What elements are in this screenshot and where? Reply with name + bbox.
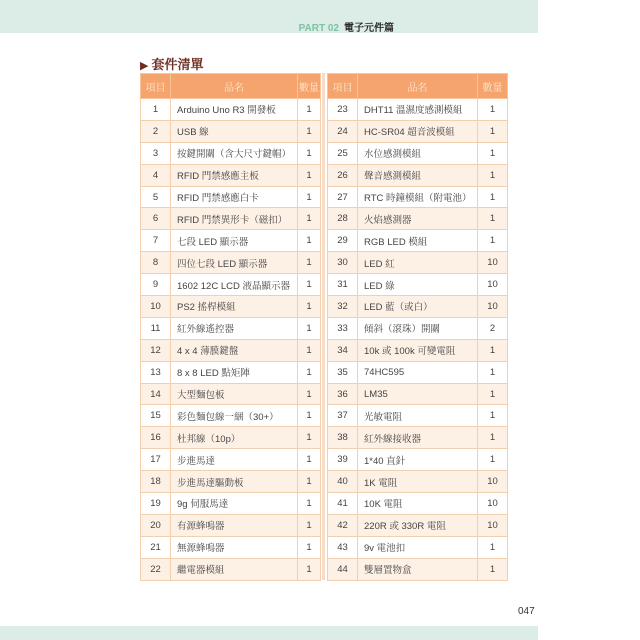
item-number: 4 [141, 164, 171, 186]
item-name: 傾斜（滾珠）開關 [358, 317, 478, 339]
table-row [141, 536, 321, 558]
item-name: 雙層置物盒 [358, 558, 478, 580]
item-number: 11 [141, 317, 171, 339]
item-quantity: 1 [478, 536, 508, 558]
item-name: 無源蜂鳴器 [171, 536, 298, 558]
table-row [141, 317, 321, 339]
item-quantity: 1 [478, 99, 508, 121]
table-row [141, 361, 321, 383]
col-header-qty: 數量 [298, 74, 321, 99]
col-header-name: 品名 [358, 74, 478, 99]
header-band [0, 0, 538, 33]
item-number: 26 [328, 164, 358, 186]
table-row [141, 164, 321, 186]
page-number: 047 [518, 606, 535, 617]
item-quantity: 10 [478, 493, 508, 515]
item-quantity: 1 [298, 230, 321, 252]
section-title-text: 套件清單 [151, 57, 204, 72]
item-quantity: 1 [478, 558, 508, 580]
item-quantity: 1 [478, 208, 508, 230]
parts-table-left [140, 73, 321, 581]
table-row [141, 296, 321, 318]
table-row [141, 427, 321, 449]
table-row [141, 471, 321, 493]
item-name: 10K 電阻 [358, 493, 478, 515]
item-number: 10 [141, 296, 171, 318]
table-row [328, 558, 508, 580]
item-name: 9v 電池扣 [358, 536, 478, 558]
footer-band [0, 626, 538, 640]
item-quantity: 10 [478, 471, 508, 493]
item-number: 24 [328, 120, 358, 142]
col-header-name: 品名 [171, 74, 298, 99]
item-name: 聲音感測模組 [358, 164, 478, 186]
item-number: 15 [141, 405, 171, 427]
item-number: 31 [328, 274, 358, 296]
part-number: PART 02 [298, 23, 339, 34]
item-quantity: 1 [298, 361, 321, 383]
table-row [328, 164, 508, 186]
item-number: 44 [328, 558, 358, 580]
item-number: 6 [141, 208, 171, 230]
table-row [141, 120, 321, 142]
item-quantity: 1 [298, 471, 321, 493]
section-title [140, 54, 203, 73]
item-quantity: 1 [298, 252, 321, 274]
item-quantity: 1 [298, 99, 321, 121]
item-name: 大型麵包板 [171, 383, 298, 405]
item-name: 220R 或 330R 電阻 [358, 514, 478, 536]
table-row [328, 317, 508, 339]
item-quantity: 1 [478, 361, 508, 383]
item-name: PS2 搖桿模組 [171, 296, 298, 318]
item-number: 28 [328, 208, 358, 230]
item-name: RFID 門禁感應白卡 [171, 186, 298, 208]
item-name: 74HC595 [358, 361, 478, 383]
table-row [328, 142, 508, 164]
table-row [328, 230, 508, 252]
item-name: RFID 門禁異形卡（磁扣） [171, 208, 298, 230]
col-header-item: 項目 [141, 74, 171, 99]
item-name: 有源蜂鳴器 [171, 514, 298, 536]
item-name: RFID 門禁感應主板 [171, 164, 298, 186]
table-row [328, 99, 508, 121]
item-number: 19 [141, 493, 171, 515]
table-row [328, 296, 508, 318]
item-number: 18 [141, 471, 171, 493]
table-row [328, 493, 508, 515]
item-number: 22 [141, 558, 171, 580]
table-row [141, 208, 321, 230]
item-number: 34 [328, 339, 358, 361]
item-name: 10k 或 100k 可變電阻 [358, 339, 478, 361]
item-name: DHT11 溫濕度感測模組 [358, 99, 478, 121]
item-quantity: 1 [298, 514, 321, 536]
table-row [141, 252, 321, 274]
table-row [328, 427, 508, 449]
item-quantity: 1 [298, 208, 321, 230]
item-name: 步進馬達驅動板 [171, 471, 298, 493]
table-row [141, 339, 321, 361]
item-number: 2 [141, 120, 171, 142]
table-row [328, 449, 508, 471]
item-number: 36 [328, 383, 358, 405]
item-quantity: 10 [478, 274, 508, 296]
table-row [141, 230, 321, 252]
table-row [328, 471, 508, 493]
item-name: 按鍵開關（含大尺寸鍵帽） [171, 142, 298, 164]
item-number: 20 [141, 514, 171, 536]
item-name: 4 x 4 薄膜鍵盤 [171, 339, 298, 361]
item-number: 14 [141, 383, 171, 405]
item-name: 1K 電阻 [358, 471, 478, 493]
table-row [141, 493, 321, 515]
item-quantity: 1 [298, 383, 321, 405]
item-quantity: 1 [298, 317, 321, 339]
table-row [141, 405, 321, 427]
item-quantity: 1 [478, 164, 508, 186]
item-quantity: 1 [478, 230, 508, 252]
item-name: USB 線 [171, 120, 298, 142]
chapter-label [299, 19, 394, 34]
parts-table-right [327, 73, 508, 581]
item-number: 29 [328, 230, 358, 252]
item-name: LED 紅 [358, 252, 478, 274]
item-quantity: 1 [478, 120, 508, 142]
col-header-qty: 數量 [478, 74, 508, 99]
item-number: 30 [328, 252, 358, 274]
item-quantity: 1 [478, 186, 508, 208]
item-name: 四位七段 LED 顯示器 [171, 252, 298, 274]
item-name: LED 綠 [358, 274, 478, 296]
table-row [141, 383, 321, 405]
table-row [141, 558, 321, 580]
item-number: 32 [328, 296, 358, 318]
item-quantity: 1 [298, 120, 321, 142]
item-quantity: 1 [298, 164, 321, 186]
item-quantity: 1 [478, 449, 508, 471]
table-row [141, 274, 321, 296]
table-row [141, 514, 321, 536]
table-row [328, 208, 508, 230]
item-name: 9g 伺服馬達 [171, 493, 298, 515]
item-number: 41 [328, 493, 358, 515]
chapter-title: 電子元件篇 [344, 23, 394, 34]
item-number: 40 [328, 471, 358, 493]
item-number: 42 [328, 514, 358, 536]
item-name: 火焰感測器 [358, 208, 478, 230]
item-quantity: 1 [478, 339, 508, 361]
item-number: 16 [141, 427, 171, 449]
item-quantity: 1 [478, 427, 508, 449]
item-name: 1602 12C LCD 液晶顯示器 [171, 274, 298, 296]
item-quantity: 1 [298, 427, 321, 449]
item-quantity: 1 [298, 274, 321, 296]
item-name: HC-SR04 超音波模組 [358, 120, 478, 142]
item-quantity: 2 [478, 317, 508, 339]
item-number: 23 [328, 99, 358, 121]
item-number: 8 [141, 252, 171, 274]
item-name: 杜邦線（10p） [171, 427, 298, 449]
table-row [141, 142, 321, 164]
item-number: 17 [141, 449, 171, 471]
triangle-bullet-icon: ▶ [140, 60, 149, 72]
table-row [328, 252, 508, 274]
item-number: 27 [328, 186, 358, 208]
item-name: 8 x 8 LED 點矩陣 [171, 361, 298, 383]
item-number: 43 [328, 536, 358, 558]
item-quantity: 1 [478, 383, 508, 405]
item-name: LM35 [358, 383, 478, 405]
item-number: 13 [141, 361, 171, 383]
item-name: 光敏電阻 [358, 405, 478, 427]
item-name: 1*40 直針 [358, 449, 478, 471]
item-quantity: 10 [478, 252, 508, 274]
table-row [328, 361, 508, 383]
table-row [328, 120, 508, 142]
item-quantity: 1 [298, 493, 321, 515]
item-quantity: 1 [298, 558, 321, 580]
item-number: 33 [328, 317, 358, 339]
item-quantity: 1 [298, 449, 321, 471]
item-name: Arduino Uno R3 開發板 [171, 99, 298, 121]
item-number: 35 [328, 361, 358, 383]
table-row [328, 514, 508, 536]
table-row [328, 274, 508, 296]
item-number: 37 [328, 405, 358, 427]
item-name: 彩色麵包線一綑（30+） [171, 405, 298, 427]
item-quantity: 1 [478, 405, 508, 427]
item-name: 七段 LED 顯示器 [171, 230, 298, 252]
item-quantity: 1 [298, 296, 321, 318]
table-row [328, 383, 508, 405]
col-header-item: 項目 [328, 74, 358, 99]
item-quantity: 10 [478, 514, 508, 536]
item-number: 25 [328, 142, 358, 164]
table-row [328, 186, 508, 208]
table-row [328, 339, 508, 361]
item-quantity: 1 [298, 405, 321, 427]
table-row [141, 99, 321, 121]
item-number: 39 [328, 449, 358, 471]
item-name: 水位感測模組 [358, 142, 478, 164]
item-name: 紅外線遙控器 [171, 317, 298, 339]
item-name: LED 藍（或白） [358, 296, 478, 318]
item-number: 3 [141, 142, 171, 164]
item-number: 7 [141, 230, 171, 252]
item-number: 12 [141, 339, 171, 361]
table-divider [322, 73, 325, 580]
table-row [141, 449, 321, 471]
item-name: RTC 時鐘模組（附電池） [358, 186, 478, 208]
item-name: 紅外線接收器 [358, 427, 478, 449]
item-name: RGB LED 模組 [358, 230, 478, 252]
item-name: 繼電器模組 [171, 558, 298, 580]
item-name: 步進馬達 [171, 449, 298, 471]
item-quantity: 1 [298, 186, 321, 208]
item-number: 21 [141, 536, 171, 558]
item-quantity: 1 [478, 142, 508, 164]
item-quantity: 1 [298, 536, 321, 558]
item-number: 38 [328, 427, 358, 449]
item-number: 5 [141, 186, 171, 208]
table-row [328, 536, 508, 558]
item-number: 1 [141, 99, 171, 121]
table-row [328, 405, 508, 427]
table-row [141, 186, 321, 208]
item-quantity: 1 [298, 142, 321, 164]
item-quantity: 1 [298, 339, 321, 361]
item-quantity: 10 [478, 296, 508, 318]
item-number: 9 [141, 274, 171, 296]
